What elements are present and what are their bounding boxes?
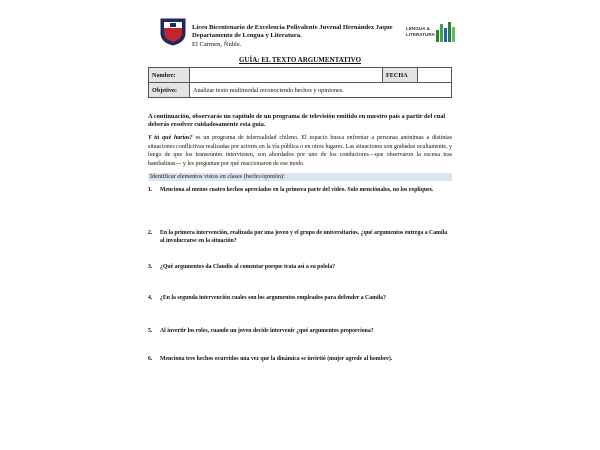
date-field[interactable] — [418, 68, 452, 83]
question-text: ¿En la segunda intervención cuales son los argumentos empleados para defender a Camila? — [160, 295, 386, 301]
question-4 — [148, 294, 452, 302]
objective-row — [149, 83, 452, 98]
name-field[interactable] — [190, 68, 383, 83]
question-number: 2. — [148, 230, 153, 236]
question-number: 6. — [148, 356, 153, 362]
question-text: Menciona al menos cuatro hechos apreciados en la primera parte del video. Solo menciónalos, no los expliques. — [160, 187, 434, 193]
department-name: Departamento de Lengua y Literatura. — [192, 32, 302, 40]
name-row — [149, 68, 452, 83]
school-logo — [160, 17, 186, 46]
page-title: GUÍA: EL TEXTO ARGUMENTATIVO — [238, 56, 362, 64]
objective-label: Objetivo: — [149, 83, 190, 98]
school-name: Liceo Bicentenario de Excelencia Polivalente Juvenal Hernández Jaque — [192, 24, 393, 31]
info-table — [148, 67, 452, 98]
intro-text: A continuación, observarás un capítulo de un programa de televisión emitido en nuestro país a partir del cual deberás resolver cuidadosamente esta guía. — [148, 113, 446, 128]
school-location: El Carmen, Ñuble. — [192, 40, 242, 48]
question-2 — [148, 229, 452, 246]
question-number: 4. — [148, 295, 153, 301]
date-label: FECHA — [383, 68, 418, 83]
program-description — [148, 134, 452, 168]
objective-value: Analizar texto multimodal reconociendo hechos y opiniones. — [190, 83, 452, 98]
question-number: 5. — [148, 328, 153, 334]
question-text: En la primera intervención, realizada por una joven y el grupo de universitarios, ¿qué argumentos entrega a Camila al involucrarse en la situación? — [160, 230, 448, 245]
question-number: 1. — [148, 187, 153, 193]
question-3 — [148, 263, 452, 271]
logo-right-text: LENGUA & LITERATURA — [406, 26, 436, 37]
question-text: ¿Qué argumentos da Claudio al comentar porque trata así a su polola? — [160, 264, 336, 270]
question-1 — [148, 186, 452, 194]
question-number: 3. — [148, 264, 153, 270]
school-header — [192, 24, 393, 49]
program-name: Y tú qué harías? — [148, 135, 193, 141]
question-5 — [148, 327, 452, 335]
name-label: Nombre: — [149, 68, 190, 83]
question-6 — [148, 355, 452, 363]
lengua-literatura-logo — [406, 20, 456, 44]
identify-heading: Identificar elementos vistos en clases (hecho/opinión): — [148, 173, 452, 181]
question-text: Al invertir los roles, cuando un joven decide intervenir ¿qué argumentos proporciona? — [160, 328, 374, 334]
question-text: Menciona tres hechos ocurridos una vez que la dinámica se invirtió (mujer agrede al hombre). — [160, 356, 393, 362]
program-description-text: es un programa de telerrealidad chileno. El espacio busca enfrentar a personas anónimas a distintas situaciones conflictivas realizadas por actores en la vía pública o en otros lugares. Las situaciones son grabadas ocultamente, y luego de que los transeúntes intervienen, son abordados por uno de los conductores—que observaron la escena tras bambalinas— y les preguntan por qué reaccionaron de ese modo. — [148, 135, 453, 167]
